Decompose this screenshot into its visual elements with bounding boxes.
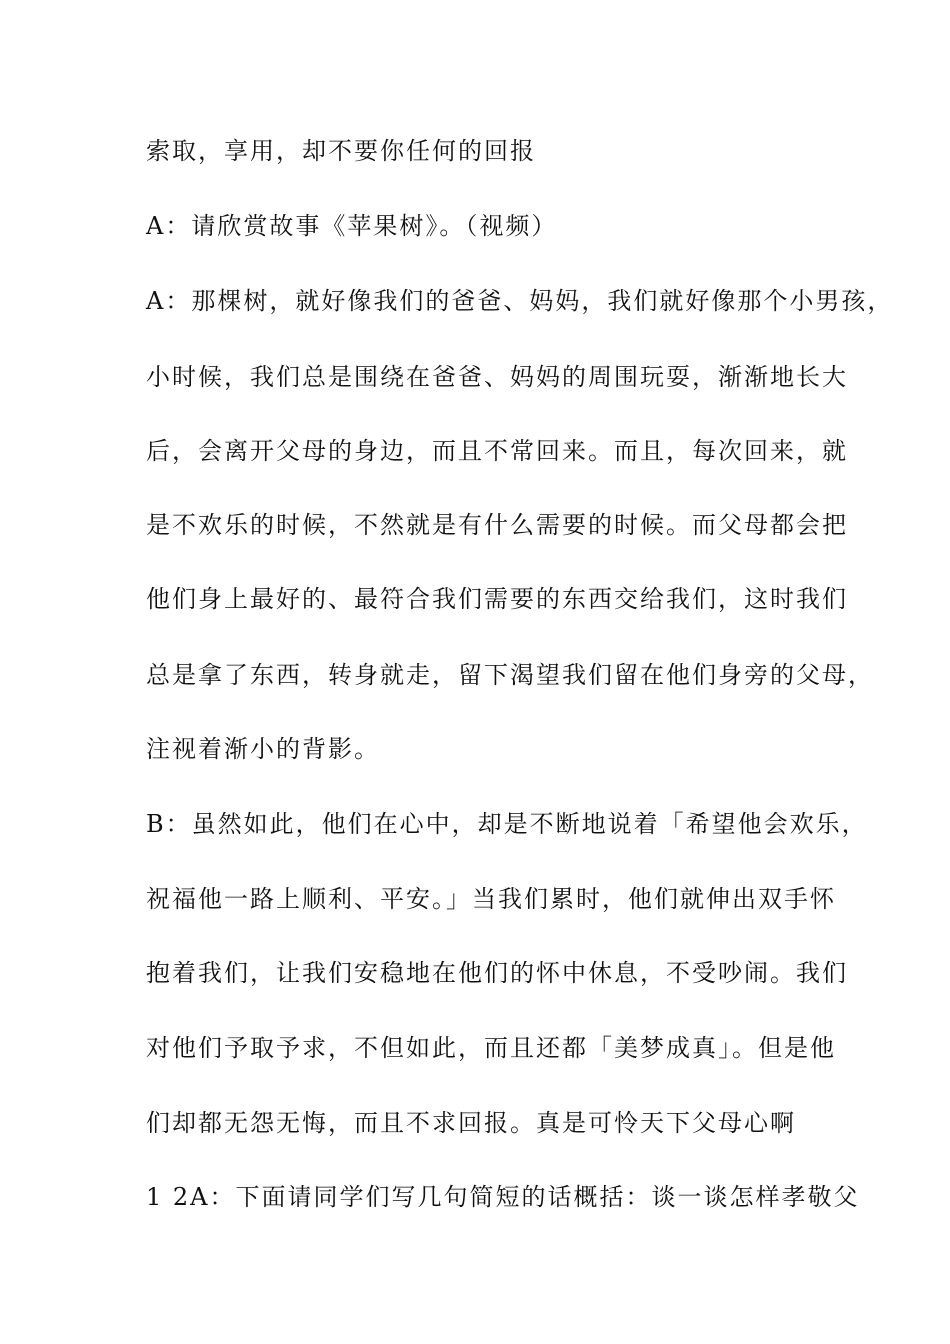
text-line: 们却都无怨无悔，而且不求回报。真是可怜天下父母心啊 [146,1109,796,1137]
text-line: 注视着渐小的背影。 [146,735,380,763]
text-line: 1 2A：下面请同学们写几句简短的话概括：谈一谈怎样孝敬父 [146,1183,860,1211]
text-line: B：虽然如此，他们在心中，却是不断地说着「希望他会欢乐， [146,810,868,838]
text-line: 索取，享用，却不要你任何的回报 [146,137,536,165]
text-line: 他们身上最好的、最符合我们需要的东西交给我们，这时我们 [146,585,848,613]
text-line: 对他们予取予求，不但如此，而且还都「美梦成真」。但是他 [146,1034,836,1062]
text-line: 抱着我们，让我们安稳地在他们的怀中休息，不受吵闹。我们 [146,959,848,987]
text-line: 祝福他一路上顺利、平安。」当我们累时，他们就伸出双手怀 [146,885,836,913]
text-line: A：那棵树，就好像我们的爸爸、妈妈，我们就好像那个小男孩， [146,287,894,315]
text-line: 是不欢乐的时候，不然就是有什么需要的时候。而父母都会把 [146,511,848,539]
text-line: A：请欣赏故事《苹果树》。（视频） [146,212,558,240]
text-line: 总是拿了东西，转身就走，留下渴望我们留在他们身旁的父母， [146,661,874,689]
text-line: 后，会离开父母的身边，而且不常回来。而且，每次回来，就 [146,437,848,465]
text-line: 小时候，我们总是围绕在爸爸、妈妈的周围玩耍，渐渐地长大 [146,363,848,391]
